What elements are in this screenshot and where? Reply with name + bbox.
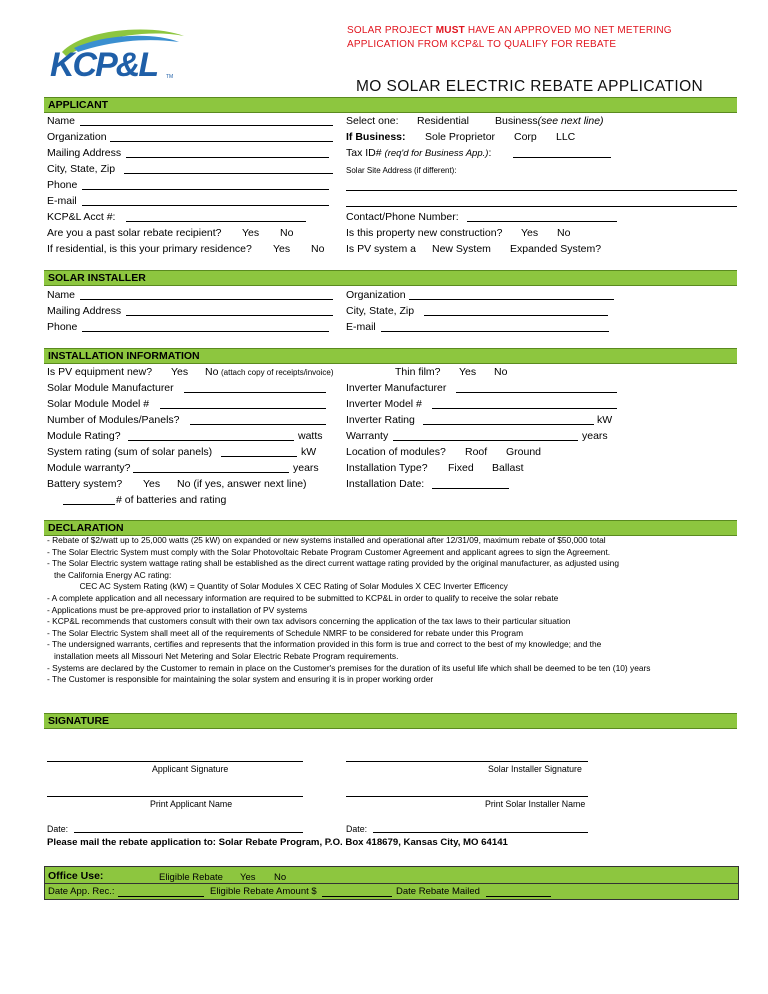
contact-phone-label: Contact/Phone Number: [346,211,459,223]
tax-id-field[interactable] [513,157,611,158]
installer-signature-caption: Solar Installer Signature [488,764,582,774]
office-use-label: Office Use: [48,870,104,882]
declaration-line: - KCP&L recommends that customers consult with their own tax advisors concerning the application of the tax laws to their particular situation [47,616,571,627]
declaration-line: the California Energy AC rating: [47,569,172,580]
warranty-years-unit: years [582,430,608,442]
notice-text: SOLAR PROJECT [347,25,436,36]
module-rating-label: Module Rating? [47,430,121,442]
declaration-line: - The Solar Electric System must comply with the Solar Photovoltaic Rebate Program Customer Agreement and applicant agrees to sign the Agreement. [47,546,611,557]
pv-new-question: Is PV equipment new? [47,366,153,378]
applicant-city-label: City, State, Zip [47,163,116,175]
system-rating-field[interactable] [221,456,297,457]
eligible-amount-label: Eligible Rebate Amount $ [210,886,317,897]
applicant-header [44,97,737,113]
inverter-kw-unit: kW [597,414,613,426]
installer-date-field[interactable] [373,832,588,833]
primary-residence-no[interactable]: No [311,243,325,255]
office-use-box [44,866,739,900]
declaration-line: - The Solar Electric System shall meet all of the requirements of Schedule NMRF to be considered for rebate under this Program [47,627,524,638]
site-address-field-2[interactable] [346,206,737,207]
site-address-field-1[interactable] [346,190,737,191]
applicant-name-label: Name [47,115,76,127]
section-label: SOLAR INSTALLER [48,272,146,284]
applicant-date-label: Date: [47,824,69,834]
business-option[interactable] [495,114,604,128]
corp-option[interactable]: Corp [514,131,537,143]
notice-text: HAVE AN APPROVED MO NET METERING [464,25,672,36]
ballast-option[interactable]: Ballast [492,462,524,474]
installer-email-field[interactable] [381,331,609,332]
inverter-manufacturer-field[interactable] [456,392,617,393]
roof-option[interactable]: Roof [465,446,488,458]
must-notice [347,24,677,52]
if-business-label: If Business: [346,131,406,143]
tax-id-note: (req'd for Business App.) [384,148,489,159]
tax-id-colon: : [488,147,492,159]
section-label: INSTALLATION INFORMATION [48,350,200,362]
business-label: Business [495,115,538,127]
sole-proprietor-option[interactable]: Sole Proprietor [425,131,496,143]
inverter-model-label: Inverter Model # [346,398,422,410]
years-unit: years [293,462,319,474]
declaration-line: installation meets all Missouri Net Metering and Solar Electric Rebate Program requirements. [47,650,399,661]
applicant-date-field[interactable] [74,832,303,833]
applicant-city-field[interactable] [124,173,333,174]
pv-new-yes[interactable]: Yes [171,366,189,378]
install-date-field[interactable] [432,488,509,489]
num-modules-label: Number of Modules/Panels? [47,414,180,426]
contact-phone-field[interactable] [467,221,617,222]
logo-text: KCP&L [50,46,158,84]
module-model-label: Solar Module Model # [47,398,150,410]
declaration-line: CEC AC System Rating (kW) = Quantity of Solar Modules X CEC Rating of Solar Modules X CEC Inverter Efficency [47,581,508,592]
office-divider [45,883,738,884]
date-mailed-label: Date Rebate Mailed [396,886,480,897]
fixed-option[interactable]: Fixed [448,462,474,474]
applicant-acct-label: KCP&L Acct #: [47,211,116,223]
install-date-label: Installation Date: [346,478,425,490]
primary-residence-yes[interactable]: Yes [273,243,291,255]
installer-date-label: Date: [346,824,368,834]
module-warranty-label: Module warranty? [47,462,131,474]
battery-no[interactable]: No (if yes, answer next line) [177,478,307,490]
thin-film-yes[interactable]: Yes [459,366,477,378]
module-warranty-field[interactable] [133,472,289,473]
section-label: SIGNATURE [48,715,110,727]
pv-system-question: Is PV system a [346,243,417,255]
installer-organization-label: Organization [346,289,406,301]
eligible-rebate-yes[interactable]: Yes [240,872,256,883]
print-installer-caption: Print Solar Installer Name [485,799,586,809]
location-question: Location of modules? [346,446,446,458]
declaration-line: - The Customer is responsible for maintaining the solar system and ensuring it is in proper working order [47,674,434,685]
num-modules-field[interactable] [190,424,326,425]
declaration-line: - Systems are declared by the Customer to remain in place on the Customer's premises for the duration of its useful life which shall be deemed to be ten (10) years [47,662,651,673]
applicant-signature-caption: Applicant Signature [152,764,229,774]
installer-email-label: E-mail [346,321,376,333]
applicant-phone-label: Phone [47,179,78,191]
site-address-label: Solar Site Address (if different): [346,166,457,175]
declaration-text [47,535,737,686]
receipts-note: (attach copy of receipts/invoice) [221,368,334,377]
past-recipient-question: Are you a past solar rebate recipient? [47,227,222,239]
watts-unit: watts [298,430,323,442]
inverter-rating-field[interactable] [423,424,594,425]
installer-name-field[interactable] [80,299,333,300]
installation-header [44,348,737,364]
applicant-email-label: E-mail [47,195,77,207]
inverter-rating-label: Inverter Rating [346,414,415,426]
date-rec-field[interactable] [118,896,204,897]
module-manufacturer-field[interactable] [184,392,326,393]
kcpl-logo [44,26,194,86]
section-label: DECLARATION [48,522,124,534]
primary-residence-question: If residential, is this your primary residence? [47,243,252,255]
tax-id-text: Tax ID# [346,147,382,159]
module-manufacturer-label: Solar Module Manufacturer [47,382,174,394]
inverter-model-field[interactable] [432,408,617,409]
installer-city-field[interactable] [424,315,608,316]
num-batteries-field[interactable] [63,504,115,505]
installer-mailing-label: Mailing Address [47,305,122,317]
installer-phone-label: Phone [47,321,78,333]
inverter-manufacturer-label: Inverter Manufacturer [346,382,447,394]
installer-organization-field[interactable] [409,299,614,300]
applicant-organization-label: Organization [47,131,107,143]
num-batteries-label: # of batteries and rating [116,494,227,506]
new-construction-question: Is this property new construction? [346,227,503,239]
new-construction-no[interactable]: No [557,227,571,239]
notice-must: MUST [435,25,465,36]
page-title: MO SOLAR ELECTRIC REBATE APPLICATION [356,78,704,95]
eligible-rebate-no[interactable]: No [274,872,287,883]
battery-yes[interactable]: Yes [143,478,161,490]
date-rec-label: Date App. Rec.: [48,886,115,897]
new-system-option[interactable]: New System [432,243,491,255]
declaration-line: - The undersigned warrants, certifies and represents that the information provided in this form is true and correct to the best of my knowledge; and the [47,639,602,650]
past-recipient-yes[interactable]: Yes [242,227,260,239]
module-rating-field[interactable] [128,440,294,441]
llc-option[interactable]: LLC [556,131,576,143]
applicant-acct-field[interactable] [126,221,306,222]
applicant-mailing-field[interactable] [126,157,329,158]
declaration-line: - The Solar Electric system wattage rating shall be established as the direct current wattage rating provided by the original manufacturer, as adjusted using [47,558,619,569]
expanded-system-option[interactable]: Expanded System? [510,243,602,255]
system-rating-label: System rating (sum of solar panels) [47,446,213,458]
past-recipient-no[interactable]: No [280,227,294,239]
declaration-line: - Rebate of $2/watt up to 25,000 watts (25 kW) on expanded or new systems installed and operational after 12/31/09, maximum rebate of $50,000 total [47,535,606,545]
eligible-amount-field[interactable] [322,896,392,897]
declaration-line: - Applications must be pre-approved prior to installation of PV systems [47,604,308,615]
installer-mailing-field[interactable] [126,315,333,316]
installer-name-label: Name [47,289,76,301]
battery-question: Battery system? [47,478,123,490]
residential-option[interactable]: Residential [417,115,469,127]
applicant-phone-field[interactable] [82,189,329,190]
installer-phone-field[interactable] [82,331,329,332]
eligible-rebate-label: Eligible Rebate [159,872,223,883]
section-label: APPLICANT [48,99,109,111]
installer-header [44,270,737,286]
logo-tm: TM [166,74,174,80]
ground-option[interactable]: Ground [506,446,542,458]
signature-header [44,713,737,729]
declaration-header [44,520,737,536]
applicant-email-field[interactable] [82,205,329,206]
notice-line2: APPLICATION FROM KCP&L TO QUALIFY FOR REBATE [347,39,617,50]
warranty-label: Warranty [346,430,389,442]
applicant-organization-field[interactable] [110,141,333,142]
tax-id-label [346,146,491,161]
warranty-field[interactable] [393,440,578,441]
thin-film-question: Thin film? [395,366,441,378]
applicant-name-field[interactable] [80,125,333,126]
installer-city-label: City, State, Zip [346,305,415,317]
select-one-label: Select one: [346,115,399,127]
thin-film-no[interactable]: No [494,366,508,378]
module-model-field[interactable] [160,408,326,409]
business-note: (see next line) [537,115,604,127]
mail-instructions: Please mail the rebate application to: Solar Rebate Program, P.O. Box 418679, Kansas City, MO 64141 [47,837,508,848]
kw-unit: kW [301,446,317,458]
date-mailed-field[interactable] [486,896,551,897]
new-construction-yes[interactable]: Yes [521,227,539,239]
pv-new-no[interactable]: No [205,366,219,378]
install-type-question: Installation Type? [346,462,428,474]
applicant-mailing-label: Mailing Address [47,147,122,159]
print-applicant-caption: Print Applicant Name [150,799,233,809]
declaration-line: - A complete application and all necessary information are required to be submitted to KCP&L in order to qualify to receive the solar rebate [47,592,559,603]
